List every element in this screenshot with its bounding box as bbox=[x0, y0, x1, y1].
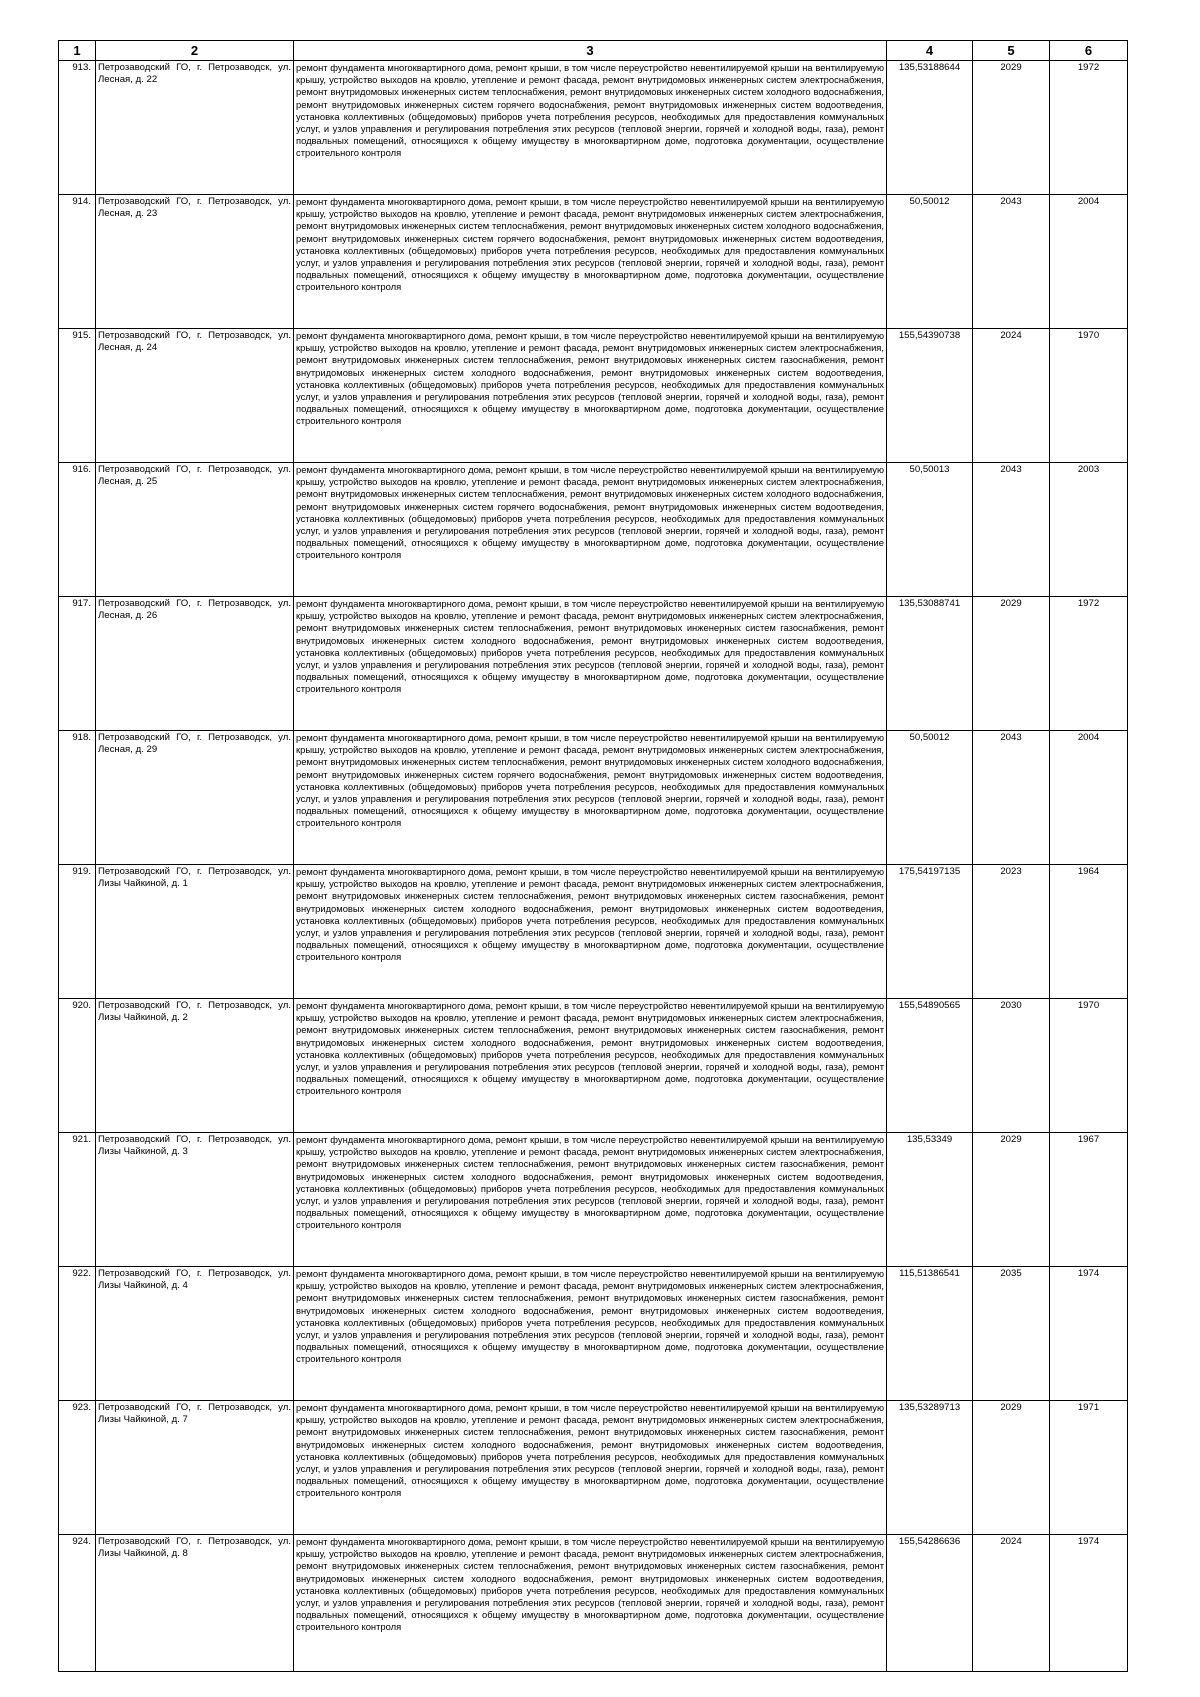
value-cell: 155,54390738 bbox=[887, 329, 973, 463]
table-body bbox=[59, 61, 1128, 1672]
works-cell: ремонт фундамента многоквартирного дома, ремонт крыши, в том числе переустройство невентилируемой крыши на вентилируемую крышу, устройство выходов на кровлю, утепление и ремонт фасада, ремонт внутридомовых инженерных систем электроснабжения, ремонт внутридомовых инженерных систем теплоснабжения, ремонт внутридомовых инженерных систем газоснабжения, ремонт внутридомовых инженерных систем холодного водоснабжения, ремонт внутридомовых инженерных систем водоотведения, установка коллективных (общедомовых) приборов учета потребления ресурсов, необходимых для предоставления коммунальных услуг, и узлов управления и регулирования потребления этих ресурсов (тепловой энергии, горячей и холодной воды, газа), ремонт подвальных помещений, относящихся к общему имуществу в многоквартирном доме, подготовка документации, осуществление строительного контроля bbox=[294, 329, 887, 463]
works-cell: ремонт фундамента многоквартирного дома, ремонт крыши, в том числе переустройство невентилируемой крыши на вентилируемую крышу, устройство выходов на кровлю, утепление и ремонт фасада, ремонт внутридомовых инженерных систем электроснабжения, ремонт внутридомовых инженерных систем теплоснабжения, ремонт внутридомовых инженерных систем холодного водоснабжения, ремонт внутридомовых инженерных систем горячего водоснабжения, ремонт внутридомовых инженерных систем водоотведения, установка коллективных (общедомовых) приборов учета потребления ресурсов, необходимых для предоставления коммунальных услуг, и узлов управления и регулирования потребления этих ресурсов (тепловой энергии, горячей и холодной воды, газа), ремонт подвальных помещений, относящихся к общему имуществу в многоквартирном доме, подготовка документации, осуществление строительного контроля bbox=[294, 195, 887, 329]
table-row bbox=[59, 463, 1128, 597]
row-number: 918. bbox=[59, 731, 96, 865]
table-row bbox=[59, 329, 1128, 463]
planned-year-cell: 2029 bbox=[973, 1401, 1050, 1535]
works-cell: ремонт фундамента многоквартирного дома, ремонт крыши, в том числе переустройство невентилируемой крыши на вентилируемую крышу, устройство выходов на кровлю, утепление и ремонт фасада, ремонт внутридомовых инженерных систем электроснабжения, ремонт внутридомовых инженерных систем теплоснабжения, ремонт внутридомовых инженерных систем газоснабжения, ремонт внутридомовых инженерных систем холодного водоснабжения, ремонт внутридомовых инженерных систем водоотведения, установка коллективных (общедомовых) приборов учета потребления ресурсов, необходимых для предоставления коммунальных услуг, и узлов управления и регулирования потребления этих ресурсов (тепловой энергии, горячей и холодной воды, газа), ремонт подвальных помещений, относящихся к общему имуществу в многоквартирном доме, подготовка документации, осуществление строительного контроля bbox=[294, 597, 887, 731]
built-year-cell: 2004 bbox=[1050, 731, 1128, 865]
row-number: 919. bbox=[59, 865, 96, 999]
row-number: 914. bbox=[59, 195, 96, 329]
row-number: 917. bbox=[59, 597, 96, 731]
built-year-cell: 1967 bbox=[1050, 1133, 1128, 1267]
col-header-2: 2 bbox=[96, 41, 294, 61]
value-cell: 115,51386541 bbox=[887, 1267, 973, 1401]
address-cell: Петрозаводский ГО, г. Петрозаводск, ул. Лизы Чайкиной, д. 3 bbox=[96, 1133, 294, 1267]
table-row bbox=[59, 999, 1128, 1133]
header-row bbox=[59, 41, 1128, 61]
value-cell: 135,53349 bbox=[887, 1133, 973, 1267]
address-cell: Петрозаводский ГО, г. Петрозаводск, ул. Лесная, д. 25 bbox=[96, 463, 294, 597]
planned-year-cell: 2043 bbox=[973, 195, 1050, 329]
address-cell: Петрозаводский ГО, г. Петрозаводск, ул. Лизы Чайкиной, д. 1 bbox=[96, 865, 294, 999]
col-header-1: 1 bbox=[59, 41, 96, 61]
works-cell: ремонт фундамента многоквартирного дома, ремонт крыши, в том числе переустройство невентилируемой крыши на вентилируемую крышу, устройство выходов на кровлю, утепление и ремонт фасада, ремонт внутридомовых инженерных систем электроснабжения, ремонт внутридомовых инженерных систем теплоснабжения, ремонт внутридомовых инженерных систем холодного водоснабжения, ремонт внутридомовых инженерных систем горячего водоснабжения, ремонт внутридомовых инженерных систем водоотведения, установка коллективных (общедомовых) приборов учета потребления ресурсов, необходимых для предоставления коммунальных услуг, и узлов управления и регулирования потребления этих ресурсов (тепловой энергии, горячей и холодной воды, газа), ремонт подвальных помещений, относящихся к общему имуществу в многоквартирном доме, подготовка документации, осуществление строительного контроля bbox=[294, 463, 887, 597]
works-cell: ремонт фундамента многоквартирного дома, ремонт крыши, в том числе переустройство невентилируемой крыши на вентилируемую крышу, устройство выходов на кровлю, утепление и ремонт фасада, ремонт внутридомовых инженерных систем электроснабжения, ремонт внутридомовых инженерных систем теплоснабжения, ремонт внутридомовых инженерных систем газоснабжения, ремонт внутридомовых инженерных систем холодного водоснабжения, ремонт внутридомовых инженерных систем водоотведения, установка коллективных (общедомовых) приборов учета потребления ресурсов, необходимых для предоставления коммунальных услуг, и узлов управления и регулирования потребления этих ресурсов (тепловой энергии, горячей и холодной воды, газа), ремонт подвальных помещений, относящихся к общему имуществу в многоквартирном доме, подготовка документации, осуществление строительного контроля bbox=[294, 1401, 887, 1535]
value-cell: 135,53088741 bbox=[887, 597, 973, 731]
table-row bbox=[59, 1535, 1128, 1672]
planned-year-cell: 2029 bbox=[973, 597, 1050, 731]
built-year-cell: 1971 bbox=[1050, 1401, 1128, 1535]
table-row bbox=[59, 731, 1128, 865]
row-number: 920. bbox=[59, 999, 96, 1133]
table-row bbox=[59, 1267, 1128, 1401]
value-cell: 175,54197135 bbox=[887, 865, 973, 999]
value-cell: 155,54890565 bbox=[887, 999, 973, 1133]
works-cell: ремонт фундамента многоквартирного дома, ремонт крыши, в том числе переустройство невентилируемой крыши на вентилируемую крышу, устройство выходов на кровлю, утепление и ремонт фасада, ремонт внутридомовых инженерных систем электроснабжения, ремонт внутридомовых инженерных систем теплоснабжения, ремонт внутридомовых инженерных систем газоснабжения, ремонт внутридомовых инженерных систем холодного водоснабжения, ремонт внутридомовых инженерных систем водоотведения, установка коллективных (общедомовых) приборов учета потребления ресурсов, необходимых для предоставления коммунальных услуг, и узлов управления и регулирования потребления этих ресурсов (тепловой энергии, горячей и холодной воды, газа), ремонт подвальных помещений, относящихся к общему имуществу в многоквартирном доме, подготовка документации, осуществление строительного контроля bbox=[294, 1267, 887, 1401]
planned-year-cell: 2023 bbox=[973, 865, 1050, 999]
row-number: 913. bbox=[59, 61, 96, 195]
built-year-cell: 1974 bbox=[1050, 1267, 1128, 1401]
planned-year-cell: 2030 bbox=[973, 999, 1050, 1133]
row-number: 921. bbox=[59, 1133, 96, 1267]
row-number: 915. bbox=[59, 329, 96, 463]
col-header-5: 5 bbox=[973, 41, 1050, 61]
address-cell: Петрозаводский ГО, г. Петрозаводск, ул. Лизы Чайкиной, д. 4 bbox=[96, 1267, 294, 1401]
works-cell: ремонт фундамента многоквартирного дома, ремонт крыши, в том числе переустройство невентилируемой крыши на вентилируемую крышу, устройство выходов на кровлю, утепление и ремонт фасада, ремонт внутридомовых инженерных систем электроснабжения, ремонт внутридомовых инженерных систем теплоснабжения, ремонт внутридомовых инженерных систем газоснабжения, ремонт внутридомовых инженерных систем холодного водоснабжения, ремонт внутридомовых инженерных систем водоотведения, установка коллективных (общедомовых) приборов учета потребления ресурсов, необходимых для предоставления коммунальных услуг, и узлов управления и регулирования потребления этих ресурсов (тепловой энергии, горячей и холодной воды, газа), ремонт подвальных помещений, относящихся к общему имуществу в многоквартирном доме, подготовка документации, осуществление строительного контроля bbox=[294, 865, 887, 999]
address-cell: Петрозаводский ГО, г. Петрозаводск, ул. Лесная, д. 26 bbox=[96, 597, 294, 731]
value-cell: 50,50012 bbox=[887, 195, 973, 329]
col-header-6: 6 bbox=[1050, 41, 1128, 61]
built-year-cell: 1970 bbox=[1050, 329, 1128, 463]
works-cell: ремонт фундамента многоквартирного дома, ремонт крыши, в том числе переустройство невентилируемой крыши на вентилируемую крышу, устройство выходов на кровлю, утепление и ремонт фасада, ремонт внутридомовых инженерных систем электроснабжения, ремонт внутридомовых инженерных систем теплоснабжения, ремонт внутридомовых инженерных систем газоснабжения, ремонт внутридомовых инженерных систем холодного водоснабжения, ремонт внутридомовых инженерных систем водоотведения, установка коллективных (общедомовых) приборов учета потребления ресурсов, необходимых для предоставления коммунальных услуг, и узлов управления и регулирования потребления этих ресурсов (тепловой энергии, горячей и холодной воды, газа), ремонт подвальных помещений, относящихся к общему имуществу в многоквартирном доме, подготовка документации, осуществление строительного контроля bbox=[294, 999, 887, 1133]
table-row bbox=[59, 61, 1128, 195]
value-cell: 135,53289713 bbox=[887, 1401, 973, 1535]
address-cell: Петрозаводский ГО, г. Петрозаводск, ул. Лесная, д. 22 bbox=[96, 61, 294, 195]
table-row bbox=[59, 865, 1128, 999]
planned-year-cell: 2029 bbox=[973, 1133, 1050, 1267]
row-number: 922. bbox=[59, 1267, 96, 1401]
value-cell: 50,50013 bbox=[887, 463, 973, 597]
row-number: 916. bbox=[59, 463, 96, 597]
planned-year-cell: 2035 bbox=[973, 1267, 1050, 1401]
address-cell: Петрозаводский ГО, г. Петрозаводск, ул. Лизы Чайкиной, д. 2 bbox=[96, 999, 294, 1133]
row-number: 924. bbox=[59, 1535, 96, 1672]
table-row bbox=[59, 1133, 1128, 1267]
works-cell: ремонт фундамента многоквартирного дома, ремонт крыши, в том числе переустройство невентилируемой крыши на вентилируемую крышу, устройство выходов на кровлю, утепление и ремонт фасада, ремонт внутридомовых инженерных систем электроснабжения, ремонт внутридомовых инженерных систем теплоснабжения, ремонт внутридомовых инженерных систем газоснабжения, ремонт внутридомовых инженерных систем холодного водоснабжения, ремонт внутридомовых инженерных систем водоотведения, установка коллективных (общедомовых) приборов учета потребления ресурсов, необходимых для предоставления коммунальных услуг, и узлов управления и регулирования потребления этих ресурсов (тепловой энергии, горячей и холодной воды, газа), ремонт подвальных помещений, относящихся к общему имуществу в многоквартирном доме, подготовка документации, осуществление строительного контроля bbox=[294, 1535, 887, 1672]
col-header-3: 3 bbox=[294, 41, 887, 61]
planned-year-cell: 2029 bbox=[973, 61, 1050, 195]
value-cell: 155,54286636 bbox=[887, 1535, 973, 1672]
works-cell: ремонт фундамента многоквартирного дома, ремонт крыши, в том числе переустройство невентилируемой крыши на вентилируемую крышу, устройство выходов на кровлю, утепление и ремонт фасада, ремонт внутридомовых инженерных систем электроснабжения, ремонт внутридомовых инженерных систем теплоснабжения, ремонт внутридомовых инженерных систем холодного водоснабжения, ремонт внутридомовых инженерных систем горячего водоснабжения, ремонт внутридомовых инженерных систем водоотведения, установка коллективных (общедомовых) приборов учета потребления ресурсов, необходимых для предоставления коммунальных услуг, и узлов управления и регулирования потребления этих ресурсов (тепловой энергии, горячей и холодной воды, газа), ремонт подвальных помещений, относящихся к общему имуществу в многоквартирном доме, подготовка документации, осуществление строительного контроля bbox=[294, 61, 887, 195]
built-year-cell: 1972 bbox=[1050, 597, 1128, 731]
address-cell: Петрозаводский ГО, г. Петрозаводск, ул. Лесная, д. 24 bbox=[96, 329, 294, 463]
address-cell: Петрозаводский ГО, г. Петрозаводск, ул. Лизы Чайкиной, д. 8 bbox=[96, 1535, 294, 1672]
table-row bbox=[59, 195, 1128, 329]
planned-year-cell: 2043 bbox=[973, 731, 1050, 865]
works-cell: ремонт фундамента многоквартирного дома, ремонт крыши, в том числе переустройство невентилируемой крыши на вентилируемую крышу, устройство выходов на кровлю, утепление и ремонт фасада, ремонт внутридомовых инженерных систем электроснабжения, ремонт внутридомовых инженерных систем теплоснабжения, ремонт внутридомовых инженерных систем холодного водоснабжения, ремонт внутридомовых инженерных систем горячего водоснабжения, ремонт внутридомовых инженерных систем водоотведения, установка коллективных (общедомовых) приборов учета потребления ресурсов, необходимых для предоставления коммунальных услуг, и узлов управления и регулирования потребления этих ресурсов (тепловой энергии, горячей и холодной воды, газа), ремонт подвальных помещений, относящихся к общему имуществу в многоквартирном доме, подготовка документации, осуществление строительного контроля bbox=[294, 731, 887, 865]
capital-repair-table bbox=[58, 40, 1128, 1672]
row-number: 923. bbox=[59, 1401, 96, 1535]
built-year-cell: 1964 bbox=[1050, 865, 1128, 999]
table-row bbox=[59, 1401, 1128, 1535]
planned-year-cell: 2043 bbox=[973, 463, 1050, 597]
built-year-cell: 1974 bbox=[1050, 1535, 1128, 1672]
built-year-cell: 2003 bbox=[1050, 463, 1128, 597]
built-year-cell: 1972 bbox=[1050, 61, 1128, 195]
works-cell: ремонт фундамента многоквартирного дома, ремонт крыши, в том числе переустройство невентилируемой крыши на вентилируемую крышу, устройство выходов на кровлю, утепление и ремонт фасада, ремонт внутридомовых инженерных систем электроснабжения, ремонт внутридомовых инженерных систем теплоснабжения, ремонт внутридомовых инженерных систем газоснабжения, ремонт внутридомовых инженерных систем холодного водоснабжения, ремонт внутридомовых инженерных систем водоотведения, установка коллективных (общедомовых) приборов учета потребления ресурсов, необходимых для предоставления коммунальных услуг, и узлов управления и регулирования потребления этих ресурсов (тепловой энергии, горячей и холодной воды, газа), ремонт подвальных помещений, относящихся к общему имуществу в многоквартирном доме, подготовка документации, осуществление строительного контроля bbox=[294, 1133, 887, 1267]
planned-year-cell: 2024 bbox=[973, 1535, 1050, 1672]
value-cell: 50,50012 bbox=[887, 731, 973, 865]
address-cell: Петрозаводский ГО, г. Петрозаводск, ул. Лизы Чайкиной, д. 7 bbox=[96, 1401, 294, 1535]
planned-year-cell: 2024 bbox=[973, 329, 1050, 463]
built-year-cell: 2004 bbox=[1050, 195, 1128, 329]
address-cell: Петрозаводский ГО, г. Петрозаводск, ул. Лесная, д. 23 bbox=[96, 195, 294, 329]
table-row bbox=[59, 597, 1128, 731]
built-year-cell: 1970 bbox=[1050, 999, 1128, 1133]
address-cell: Петрозаводский ГО, г. Петрозаводск, ул. Лесная, д. 29 bbox=[96, 731, 294, 865]
value-cell: 135,53188644 bbox=[887, 61, 973, 195]
col-header-4: 4 bbox=[887, 41, 973, 61]
